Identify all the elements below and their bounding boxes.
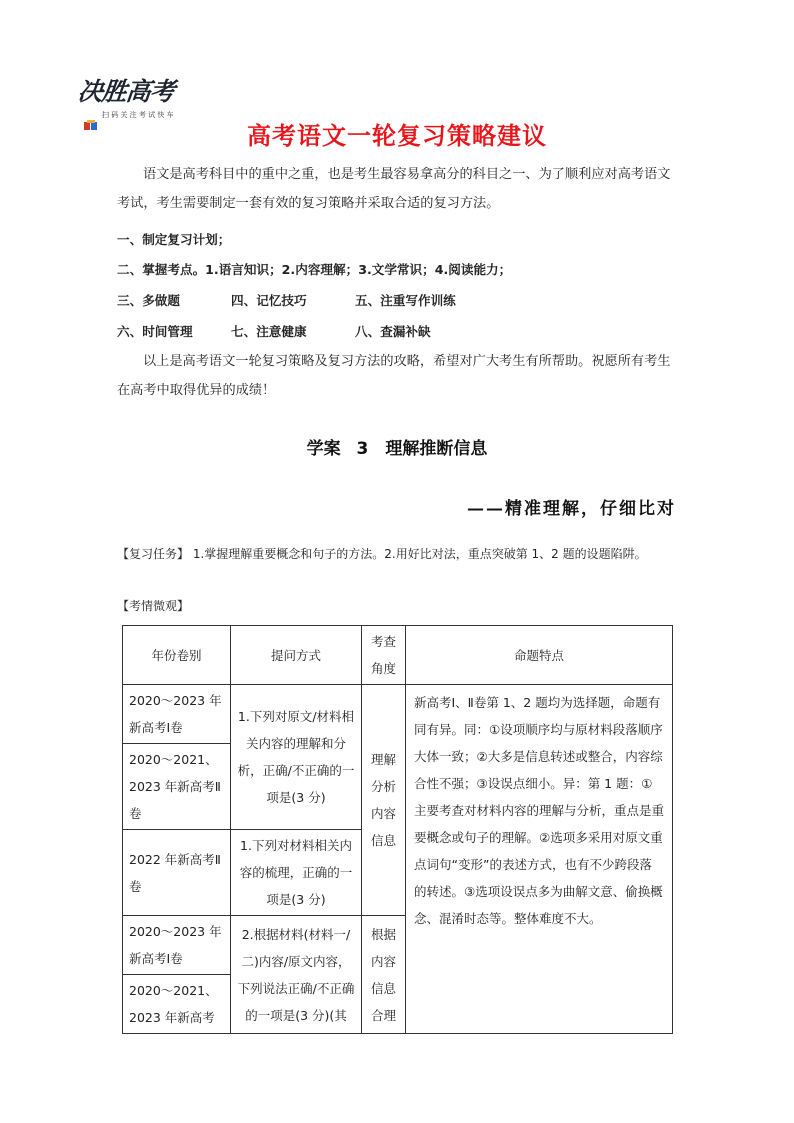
step-5: 五、注重写作训练	[355, 293, 456, 308]
table-row	[123, 685, 673, 744]
step-4: 四、记忆技巧	[231, 293, 307, 308]
header-question: 提问方式	[231, 626, 362, 685]
page-title: 高考语文一轮复习策略建议	[247, 122, 547, 150]
exam-overview-label: 【考情微观】	[117, 599, 190, 613]
exam-table	[122, 625, 673, 1034]
step-8: 八、查漏补缺	[355, 324, 431, 339]
header-feature: 命题特点	[406, 626, 673, 685]
year-cell: 2020～2023 年新高考Ⅰ卷	[123, 916, 231, 975]
step-1: 一、制定复习计划；	[117, 232, 231, 247]
intro-paragraph: 语文是高考科目中的重中之重，也是考生最容易拿高分的科目之一、为了顺利应对高考语文考试，考生需要制定一套有效的复习策略并采取合适的复习方法。	[117, 167, 671, 211]
step-2: 二、掌握考点。1.语言知识；2.内容理解；3.文学常识；4.阅读能力；	[117, 262, 512, 277]
year-cell: 2020～2021、2023 年新高考	[123, 975, 231, 1034]
step-7: 七、注意健康	[231, 324, 307, 339]
header-angle: 考查角度	[362, 626, 406, 685]
question-cell: 2.根据材料(材料一/二)内容/原文内容，下列说法正确/不正确的一项是(3 分)(其	[231, 916, 362, 1034]
logo-subtitle: 扫 码 关 注 考 试 快 车	[102, 111, 174, 119]
conclusion-paragraph: 以上是高考语文一轮复习策略及复习方法的攻略，希望对广大考生有所帮助。祝愿所有考生在高考中取得优异的成绩！	[117, 354, 671, 398]
question-cell: 1.下列对材料相关内容的梳理，正确的一项是(3 分)	[231, 830, 362, 916]
year-cell: 2022 年新高考Ⅱ卷	[123, 830, 231, 916]
angle-cell: 根据内容信息合理	[362, 916, 406, 1034]
step-6: 六、时间管理	[117, 324, 193, 339]
angle-cell: 理解分析内容信息	[362, 685, 406, 916]
review-task: 【复习任务】 1.掌握理解重要概念和句子的方法。2.用好比对法，重点突破第 1、2 题的设题陷阱。	[117, 547, 647, 561]
lesson-subtitle: ——精准理解，仔细比对	[467, 499, 676, 519]
header-year: 年份卷别	[123, 626, 231, 685]
step-3: 三、多做题	[117, 293, 180, 308]
year-cell: 2020～2023 年新高考Ⅰ卷	[123, 685, 231, 744]
feature-cell: 新高考Ⅰ、Ⅱ卷第 1、2 题均为选择题，命题有同有异。同：①设项顺序均与原材料段落顺序大体一致；②大多是信息转述或整合，内容综合性不强；③设误点细小。异：第 1 题：①主要考查对材料内容的理解与分析，重点是重要概念或句子的理解。②选项多采用对原文重点词句“变形”的表述方式，也有不少跨段落的转述。③选项设误点多为曲解文意、偷换概念、混淆时态等。整体难度不大。	[406, 685, 673, 1034]
logo-text: 决胜高考	[76, 77, 176, 106]
lesson-title: 学案 3 理解推断信息	[306, 439, 488, 459]
steps-row-3	[117, 290, 456, 309]
steps-row-4	[117, 321, 431, 340]
year-cell: 2020～2021、2023 年新高考Ⅱ卷	[123, 744, 231, 830]
question-cell: 1.下列对原文/材料相关内容的理解和分析，正确/不正确的一项是(3 分)	[231, 685, 362, 830]
table-header-row	[123, 626, 673, 685]
